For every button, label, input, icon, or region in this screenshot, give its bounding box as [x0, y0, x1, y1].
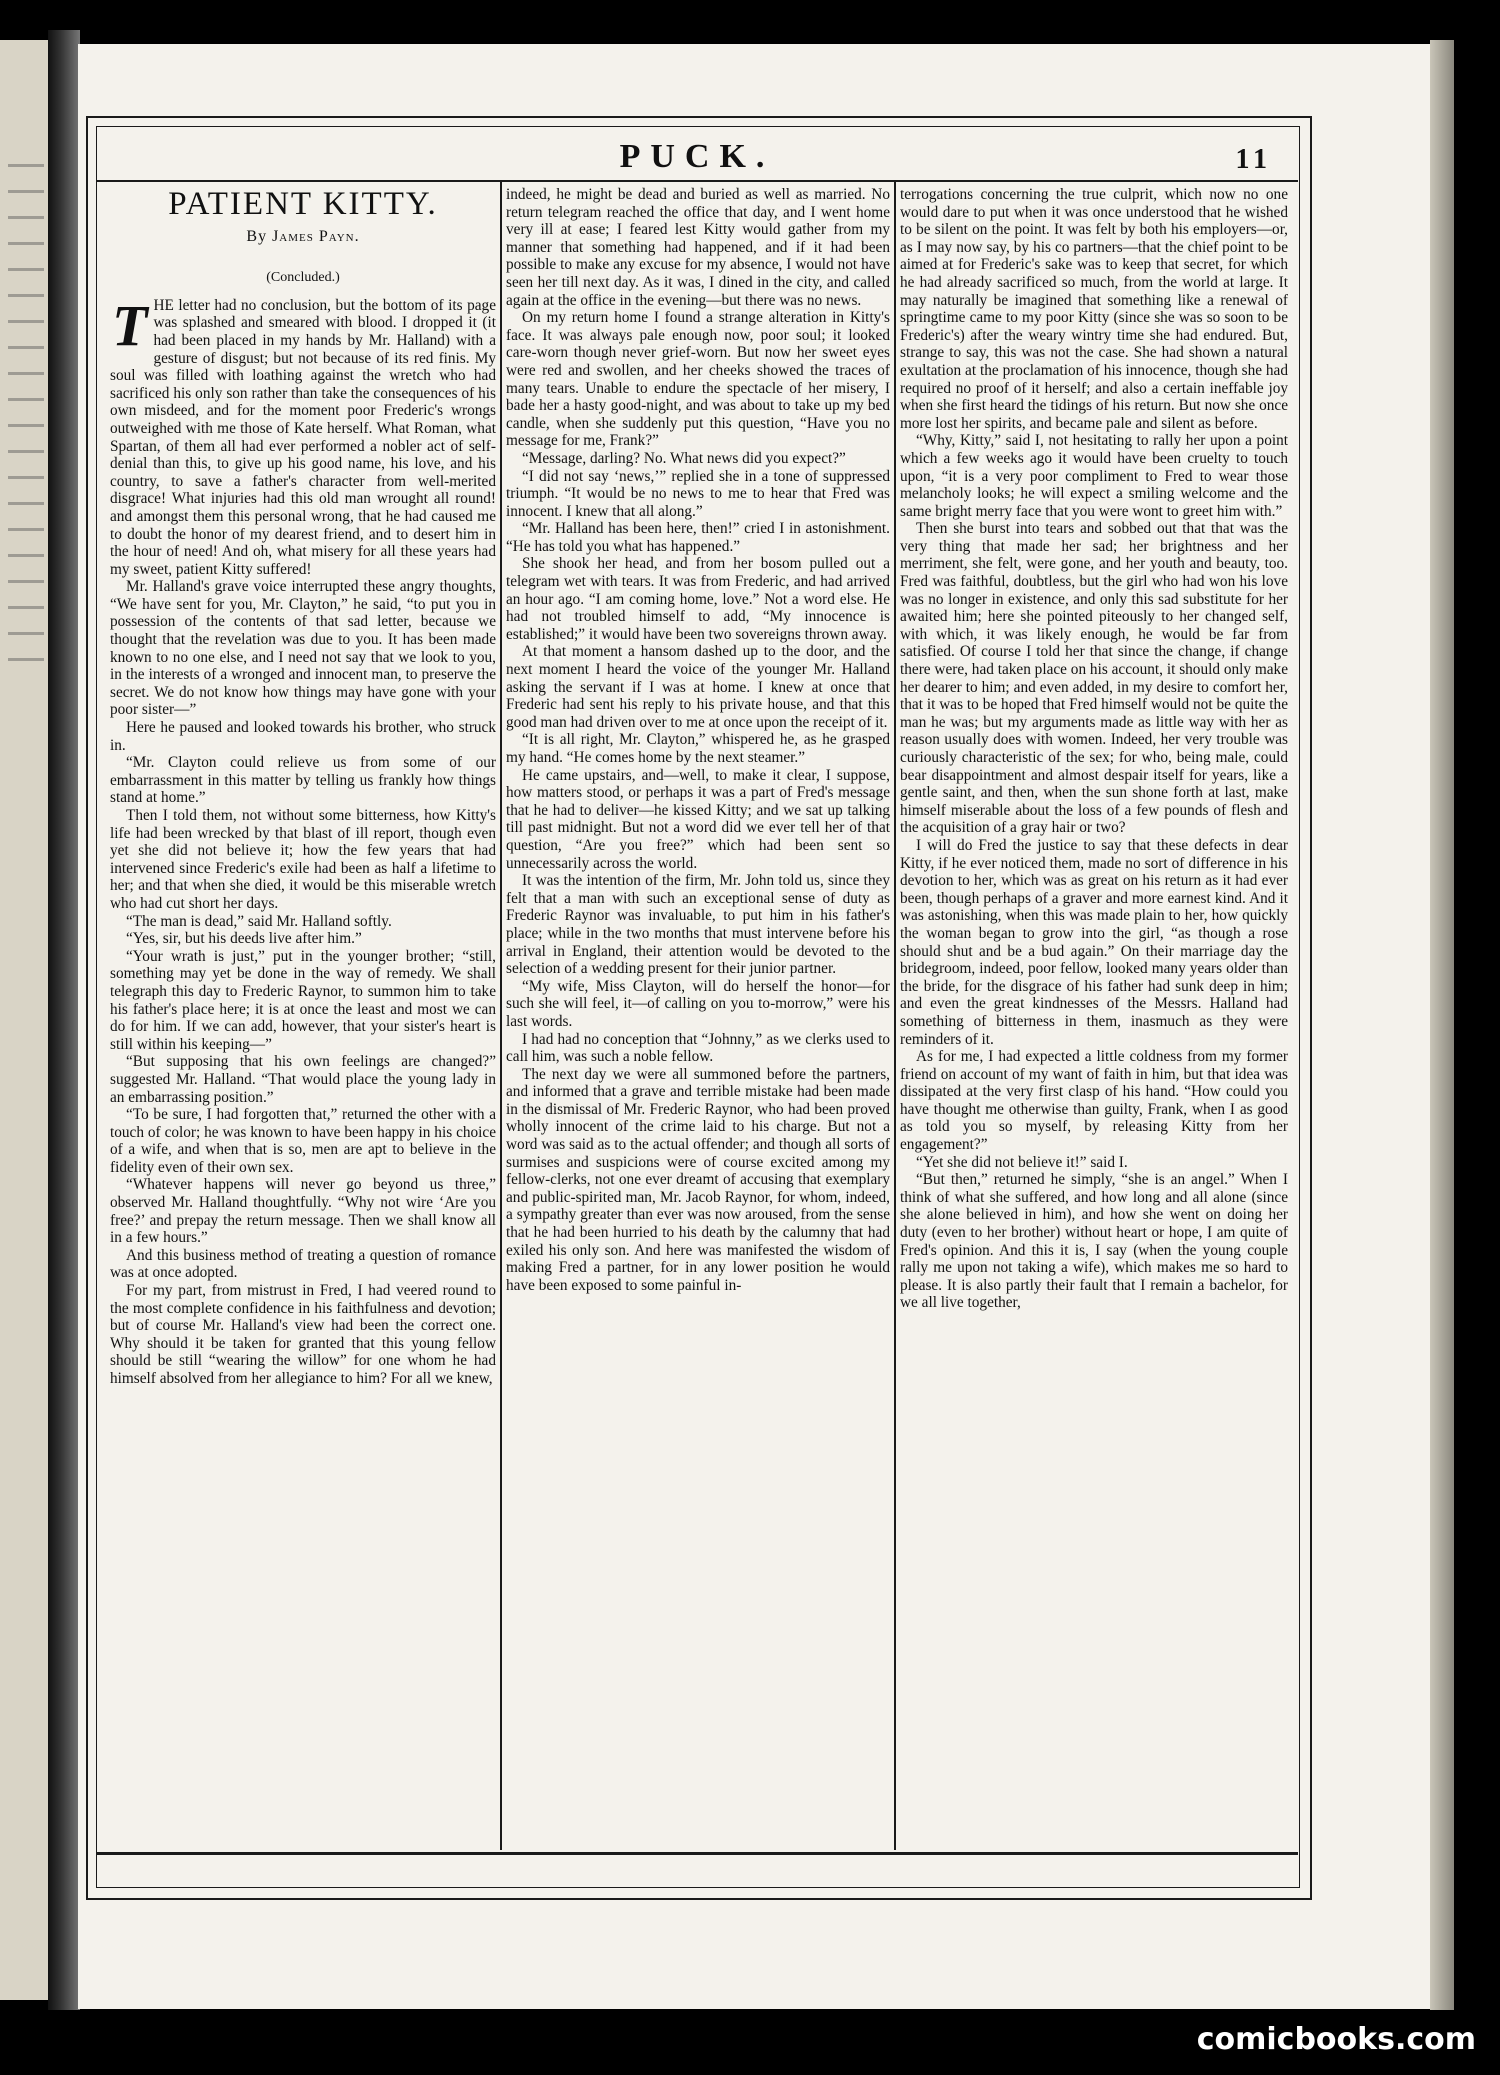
bottom-rule: [96, 1852, 1298, 1855]
column-rule-2: [894, 182, 896, 1850]
page-number: 11: [1235, 144, 1272, 175]
paragraph: I had had no conception that “Johnny,” as we clerks used to call him, was such a noble fellow.: [506, 1030, 890, 1066]
paragraph: “But then,” returned he simply, “she is an angel.” When I think of what she suffered, and how long and all alone (since she alone believed in him), and how she went on doing her duty (even to her brother) without heart or hope, I am quite of Fred's opinion. And this it is, I say (when the young couple rally me upon not taking a wife), which makes me so hard to please. It is also partly their fault that I remain a bachelor, for we all live together,: [900, 1171, 1288, 1312]
column-2-body: [506, 186, 890, 1294]
paragraph: “Why, Kitty,” said I, not hesitating to rally her upon a point which a few weeks ago it would have been cruelty to touch upon, “it is a very poor compliment to Fred to wear those melancholy looks; he will expect a smiling welcome and the same bright merry face that you were wont to greet him with.”: [900, 432, 1288, 520]
story-title: PATIENT KITTY.: [168, 186, 438, 222]
byline-prefix: By: [246, 227, 268, 245]
page-stack-edge: [1430, 40, 1454, 2010]
masthead: [96, 136, 1298, 182]
paragraph: On my return home I found a strange alteration in Kitty's face. It was always pale enough now, poor soul; it looked care-worn though never grief-worn. But now her sweet eyes were red and swollen, and her cheeks showed the traces of many tears. Unable to endure the spectacle of her misery, I bade her a hasty good-night, and was about to take up my bed candle, when she suddenly put this question, “Have you no message for me, Frank?”: [506, 309, 890, 450]
paragraph: “It is all right, Mr. Clayton,” whispered he, as he grasped my hand. “He comes home by the next steamer.”: [506, 731, 890, 766]
paragraph: “The man is dead,” said Mr. Halland softly.: [126, 912, 392, 930]
paragraph: Then I told them, not without some bitterness, how Kitty's life had been wrecked by that blast of ill report, though even yet she did not believe it; how the few years that had intervened since Frederic's exile had been as half a lifetime to her; and that when she died, it would be this miserable wretch who had cut short her days.: [110, 807, 496, 912]
paragraph: “I did not say ‘news,’” replied she in a tone of suppressed triumph. “It would be no news to me to hear that Fred was innocent. I knew that all along.”: [506, 467, 890, 520]
paragraph: I will do Fred the justice to say that these defects in dear Kitty, if he ever noticed them, made no sort of difference in his devotion to her, which was as great on his return as it had ever been, though perhaps of a graver and more earnest kind. And it was astonishing, when this was made plain to her, how quickly the woman began to grow into the girl, “as though a rose should shut and be a bud again.” On their marriage day the bridegroom, indeed, poor fellow, looked many years older than the bride, for the disgrace of his father had sunk deep in him; and even the great kindnesses of the Messrs. Halland had something of bitterness in them, inasmuch as they were reminders of it.: [900, 836, 1288, 1048]
paragraph: Here he paused and looked towards his brother, who struck in.: [110, 719, 496, 754]
watermark: comicbooks.com: [1196, 2022, 1476, 2057]
paragraph: It was the intention of the firm, Mr. John told us, since they felt that a man with such an exceptional sense of duty as Frederic Raynor was invaluable, to put him in his father's place; while in the two months that must intervene before his arrival in England, their attention would be devoted to the selection of a wedding present for their junior partner.: [506, 872, 890, 978]
adjacent-page-edge: [0, 40, 50, 2000]
drop-cap: T: [112, 292, 148, 358]
byline-author: James Payn.: [272, 227, 360, 245]
paragraph: terrogations concerning the true culprit, which now no one would dare to put when it was once understood that he wished to be silent on the point. It was felt by both his employers—or, as I may now say, by his co partners—that the chief point to be aimed at for Frederic's sake was to keep that secret, for which he had already sacrificed so much, from the world at large. It may naturally be imagined that something like a renewal of springtime came to my poor Kitty (since she was so soon to be Frederic's) after the weary wintry time she had endured. But, strange to say, this was not the case. She had shown a natural exultation at the proclamation of his innocence, though she had required no proof of it herself; and also a certain ineffable joy when she first heard the tidings of his return. But now she once more lost her spirits, and became pale and silent as before.: [900, 186, 1288, 432]
paragraph: “Mr. Halland has been here, then!” cried I in astonishment. “He has told you what has happened.”: [506, 520, 890, 555]
paragraph: “But supposing that his own feelings are changed?” suggested Mr. Halland. “That would place the young lady in an embarrassing position.”: [110, 1053, 496, 1106]
column-1-body: [110, 292, 496, 1388]
article-column-1: [110, 186, 496, 1848]
paragraph: “Yes, sir, but his deeds live after him.”: [126, 930, 362, 948]
paragraph: “My wife, Miss Clayton, will do herself the honor—for such she will feel, it—of calling on you to-morrow,” were his last words.: [506, 977, 890, 1030]
paragraph: “Yet she did not believe it!” said I.: [916, 1153, 1128, 1171]
column-3-body: [900, 186, 1288, 1312]
column-rule-1: [500, 182, 502, 1850]
paragraph: Mr. Halland's grave voice interrupted these angry thoughts, “We have sent for you, Mr. Clayton,” he said, “to put you in possession of the contents of that sad letter, because we thought that the revelation was due to you. It has been made known to no one else, and I need not say that we look to you, in the interests of a wronged and innocent man, to preserve the secret. We do not know how things may have gone with your poor sister—”: [110, 578, 496, 719]
story-note: (Concluded.): [266, 270, 340, 286]
story-byline: [110, 228, 496, 246]
paragraph: HE letter had no conclusion, but the bottom of its page was splashed and smeared with blood. I dropped it (it had been placed in my hands by Mr. Halland) with a gesture of disgust; but not because of its red finis. My soul was filled with loathing against the wretch who had sacrificed his only son rather than take the consequences of his own misdeed, and for the moment poor Frederic's wrongs outweighed with me those of Kate herself. What Roman, what Spartan, of them all had ever performed a nobler act of self-denial than this, to give up his good name, his love, and his country, to save a father's character from well-merited disgrace! What injuries had this old man wrought all round! and amongst them this personal wrong, that he had caused me to doubt the honor of my dearest friend, and to desert him in the hour of need! And oh, what misery for all these years had my sweet, patient Kitty suffered!: [110, 296, 496, 578]
paragraph: As for me, I had expected a little coldness from my former friend on account of my want of faith in him, but that idea was dissipated at the very first clasp of his hand. “How could you have thought me otherwise than guilty, Frank, when I as good as told you so myself, by releasing Kitty from her engagement?”: [900, 1048, 1288, 1154]
article-column-3: [900, 186, 1288, 1848]
paragraph: And this business method of treating a question of romance was at once adopted.: [110, 1246, 496, 1282]
book-gutter: [48, 30, 80, 2010]
paragraph: For my part, from mistrust in Fred, I had veered round to the most complete confidence in his faithfulness and devotion; but of course Mr. Halland's view had been the correct one. Why should it be taken for granted that this young fellow should be still “wearing the willow” for one whom he had himself absolved from her allegiance to him? For all we knew,: [110, 1282, 496, 1387]
paragraph: At that moment a hansom dashed up to the door, and the next moment I heard the voice of the younger Mr. Halland asking the servant if I was at home. I knew at once that Frederic had sent his reply to his private house, and that this good man had driven over to me at once upon the receipt of it.: [506, 643, 890, 731]
paragraph: “Whatever happens will never go beyond us three,” observed Mr. Halland thoughtfully. “Why not wire ‘Are you free?’ and prepay the return message. Then we shall know all in a few hours.”: [110, 1176, 496, 1247]
paragraph: “Your wrath is just,” put in the younger brother; “still, something may yet be done in the way of remedy. We shall telegraph this day to Frederic Raynor, to summon him to take his father's place here; it is at once the least and most we can do for him. If we can add, however, that your sister's heart is still within his keeping—”: [110, 947, 496, 1053]
paragraph: Then she burst into tears and sobbed out that that was the very thing that made her sad; her brightness and her merriment, she felt, were gone, and her youth and beauty, too. Fred was faithful, doubtless, but the girl who had won his love was no longer in existence, and only this sad substitute for her awaited him; here she pointed piteously to her changed self, with which, it was likely enough, he would be far from satisfied. Of course I told her that since the change, if change there were, had taken place on his account, it should only make her dearer to him; and even added, in my desire to comfort her, that it was to be hoped that Fred himself would not be quite the man he was; but my arguments made as little way with her as reason usually does with women. Indeed, her very trouble was curiously characteristic of the sex; for who, being male, could bear disappointment and almost despair itself for years, like a gentle saint, and then, when the sun shone forth at last, make himself miserable about the loss of a few pounds of flesh and the acquisition of a gray hair or two?: [900, 520, 1288, 837]
paragraph: She shook her head, and from her bosom pulled out a telegram wet with tears. It was from Frederic, and had arrived an hour ago. “I am coming home, love.” Not a word else. He had not troubled himself to add, “My innocence is established;” it would have been two sovereigns thrown away.: [506, 555, 890, 643]
publication-title: PUCK.: [619, 138, 775, 175]
paragraph: “Mr. Clayton could relieve us from some of our embarrassment in this matter by telling us frankly how things stand at home.”: [110, 754, 496, 807]
article-column-2: [506, 186, 890, 1848]
paragraph: “To be sure, I had forgotten that,” returned the other with a touch of color; he was known to have been happy in his choice of a wife, and when that is so, men are apt to believe in the fidelity even of their own sex.: [110, 1106, 496, 1176]
paragraph: The next day we were all summoned before the partners, and informed that a grave and terrible mistake had been made in the dismissal of Mr. Frederic Raynor, who had been proved wholly innocent of the crime laid to his charge. But not a word was said as to the actual offender; and though all sorts of surmises and suspicions were of course excited among my fellow-clerks, not one ever dreamt of accusing that exemplary and public-spirited man, Mr. Jacob Raynor, for whom, indeed, a sympathy greater than ever was now aroused, from the sense that he had been hurried to his death by the calumny that had exiled his only son. And here was manifested the wisdom of making Fred a partner, for in any lower position he would have been exposed to some painful in-: [506, 1065, 890, 1294]
paragraph: “Message, darling? No. What news did you expect?”: [522, 449, 846, 467]
paragraph: indeed, he might be dead and buried as well as married. No return telegram reached the office that day, and I went home very ill at ease; I feared lest Kitty would gather from my manner that something had happened, and if it had been possible to make any excuse for my absence, I would not have seen her till next day. As it was, I dined in the city, and called again at the office in the evening—but there was no news.: [506, 186, 890, 309]
adjacent-page-text-fragments: [8, 150, 44, 670]
paragraph: He came upstairs, and—well, to make it clear, I suppose, how matters stood, or perhaps it was a part of Fred's message that he had to deliver—he kissed Kitty; and we sat up talking till past midnight. But not a word did we ever tell her of that question, “Are you free?” which had been sent so unnecessarily across the world.: [506, 766, 890, 872]
